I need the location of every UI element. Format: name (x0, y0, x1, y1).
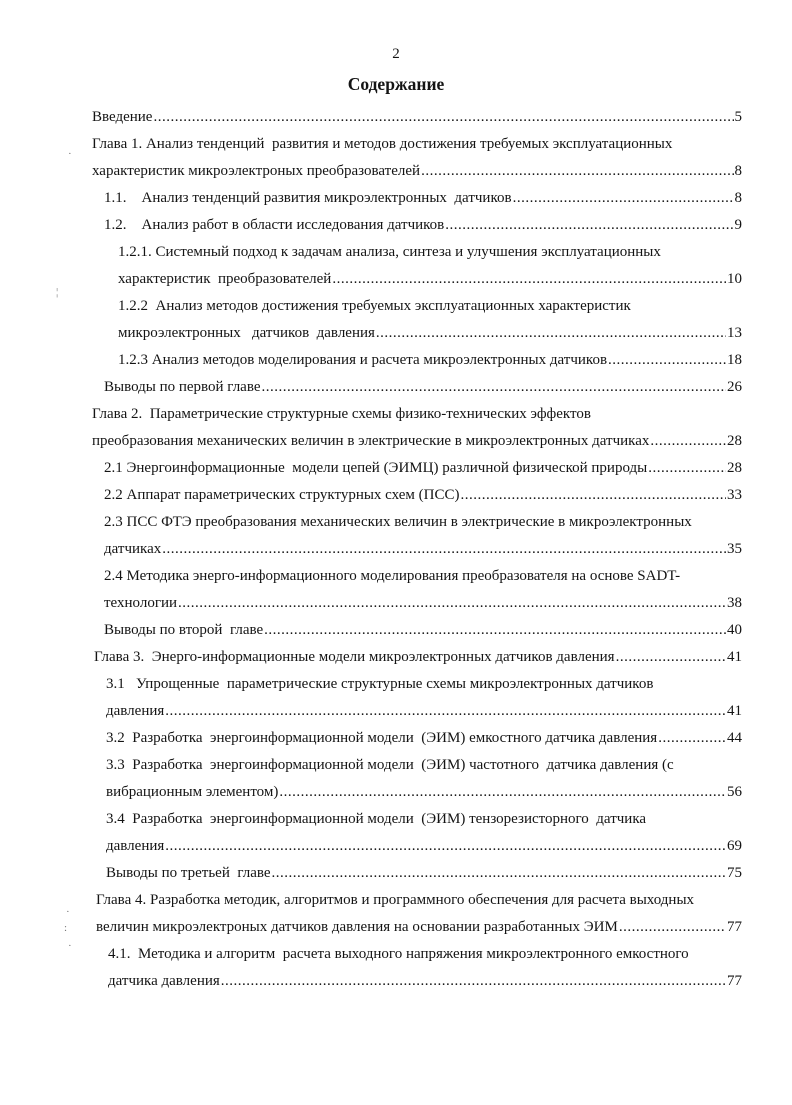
toc-entry-title: Глава 4. Разработка методик, алгоритмов и программного обеспечения для расчета выходных (96, 892, 695, 908)
toc-entry[interactable] (104, 482, 742, 508)
toc-page-number: 44 (727, 730, 742, 746)
dot-leader (153, 104, 733, 130)
toc-entry[interactable] (106, 698, 742, 724)
toc-entry-title: 2.1 Энергоинформационные модели цепей (ЭИМЦ) различной физической природы (104, 460, 648, 476)
toc-entry[interactable] (96, 887, 742, 913)
toc-entry-title: Введение (92, 109, 153, 125)
dot-leader (178, 590, 726, 616)
toc-page-number: 41 (727, 703, 742, 719)
dot-leader (608, 347, 726, 373)
toc-page-number: 69 (727, 838, 742, 854)
toc-entry-title: 4.1. Методика и алгоритм расчета выходного напряжения микроэлектронного емкостного (108, 946, 689, 962)
toc-page-number: 28 (727, 460, 742, 476)
dot-leader (376, 320, 726, 346)
toc-entry-title: 3.1 Упрощенные параметрические структурные схемы микроэлектронных датчиков (106, 676, 654, 692)
dot-leader (264, 617, 726, 643)
toc-entry-title: преобразования механических величин в электрические в микроэлектронных датчиках (92, 433, 650, 449)
toc-page-number: 28 (727, 433, 742, 449)
toc-entry-title: 1.2.3 Анализ методов моделирования и расчета микроэлектронных датчиков (118, 352, 608, 368)
toc-entry-title: Выводы по первой главе (104, 379, 261, 395)
dot-leader (650, 428, 726, 454)
toc-page-number: 38 (727, 595, 742, 611)
toc-entry-title: 1.1. Анализ тенденций развития микроэлектронных датчиков (104, 190, 512, 206)
toc-entry[interactable] (106, 806, 742, 832)
toc-entry-title: Глава 2. Параметрические структурные схемы физико-технических эффектов (92, 406, 591, 422)
toc-page-number: 26 (727, 379, 742, 395)
toc-page-number: 33 (727, 487, 742, 503)
dot-leader (461, 482, 727, 508)
scan-mark: · (66, 906, 70, 918)
toc-page-number: 18 (727, 352, 742, 368)
toc-entry[interactable] (118, 266, 742, 292)
dot-leader (221, 968, 726, 994)
toc-entry-title: 3.4 Разработка энергоинформационной модели (ЭИМ) тензорезисторного датчика (106, 811, 647, 827)
toc-page-number: 41 (727, 649, 742, 665)
toc-page-number: 5 (734, 109, 742, 125)
page-title: Содержание (347, 74, 445, 94)
toc-entry-title: 2.2 Аппарат параметрических структурных схем (ПСС) (104, 487, 460, 503)
toc-entry-title: технологии (104, 595, 178, 611)
toc-entry[interactable] (118, 293, 742, 319)
toc-entry[interactable] (108, 941, 742, 967)
toc-entry-title: величин микроэлектроных датчиков давления на основании разработанных ЭИМ (96, 919, 618, 935)
toc-entry[interactable] (106, 752, 742, 778)
scan-mark: · (68, 148, 72, 160)
toc-entry-title: 2.3 ПСС ФТЭ преобразования механических величин в электрические в микроэлектронных (104, 514, 692, 530)
toc-entry-title: Глава 3. Энерго-информационные модели микроэлектронных датчиков давления (94, 649, 615, 665)
toc-entry[interactable] (104, 374, 742, 400)
toc-entry-title: 1.2.1. Системный подход к задачам анализа, синтеза и улучшения эксплуатационных (118, 244, 661, 260)
dot-leader (162, 536, 726, 562)
toc-entry-title: Выводы по третьей главе (106, 865, 271, 881)
toc-entry[interactable] (108, 968, 742, 994)
toc-entry-title: 1.2.2 Анализ методов достижения требуемых эксплуатационных характеристик (118, 298, 631, 314)
page-number: 2 (392, 46, 400, 62)
toc-entry[interactable] (104, 536, 742, 562)
toc-page-number: 56 (727, 784, 742, 800)
toc-entry[interactable] (92, 428, 742, 454)
toc-entry-title: вибрационным элементом) (106, 784, 279, 800)
toc-entry[interactable] (104, 185, 742, 211)
toc-entry[interactable] (96, 914, 742, 940)
dot-leader (279, 779, 726, 805)
toc-entry-title: давления (106, 838, 165, 854)
toc-page-number: 10 (727, 271, 742, 287)
toc-entry-title: датчика давления (108, 973, 220, 989)
toc-page-number: 9 (734, 217, 742, 233)
toc-entry-title: датчиках (104, 541, 162, 557)
dot-leader (513, 185, 734, 211)
toc-entry[interactable] (104, 590, 742, 616)
toc-entry-title: Выводы по второй главе (104, 622, 264, 638)
toc-entry[interactable] (118, 239, 742, 265)
toc-page-number: 77 (727, 973, 742, 989)
dot-leader (421, 158, 733, 184)
scan-mark: · (68, 940, 72, 952)
dot-leader (616, 644, 726, 670)
toc-entry[interactable] (106, 860, 742, 886)
toc-entry-title: Глава 1. Анализ тенденций развития и методов достижения требуемых эксплуатационных (92, 136, 673, 152)
toc-entry-title: давления (106, 703, 165, 719)
scan-mark: ¦ (56, 286, 59, 298)
dot-leader (658, 725, 726, 751)
toc-page-number: 75 (727, 865, 742, 881)
toc-entry[interactable] (104, 617, 742, 643)
toc-entry[interactable] (94, 644, 742, 670)
toc-page-number: 13 (727, 325, 742, 341)
toc-entry[interactable] (118, 320, 742, 346)
toc-entry[interactable] (106, 725, 742, 751)
toc-entry[interactable] (106, 671, 742, 697)
toc-entry[interactable] (118, 347, 742, 373)
toc-entry-title: 3.2 Разработка энергоинформационной модели (ЭИМ) емкостного датчика давления (106, 730, 658, 746)
toc-entry-title: 1.2. Анализ работ в области исследования датчиков (104, 217, 445, 233)
dot-leader (262, 374, 727, 400)
toc-entry-title: характеристик микроэлектроных преобразователей (92, 163, 421, 179)
dot-leader (165, 698, 726, 724)
toc-entry[interactable] (92, 104, 742, 130)
dot-leader (648, 455, 726, 481)
toc-entry-title: 2.4 Методика энерго-информационного моделирования преобразователя на основе SADT- (104, 568, 681, 584)
toc-page-number: 40 (727, 622, 742, 638)
toc-entry[interactable] (106, 779, 742, 805)
toc-entry-title: микроэлектронных датчиков давления (118, 325, 375, 341)
toc-entry[interactable] (104, 212, 742, 238)
dot-leader (332, 266, 726, 292)
dot-leader (445, 212, 733, 238)
dot-leader (165, 833, 726, 859)
toc-entry-title: 3.3 Разработка энергоинформационной модели (ЭИМ) частотного датчика давления (с (106, 757, 674, 773)
scan-mark: : (64, 922, 68, 934)
toc-entry[interactable] (92, 158, 742, 184)
toc-entry[interactable] (104, 455, 742, 481)
dot-leader (272, 860, 726, 886)
toc-entry[interactable] (104, 563, 742, 589)
toc-entry[interactable] (106, 833, 742, 859)
toc-page-number: 8 (734, 190, 742, 206)
toc-page-number: 8 (734, 163, 742, 179)
toc-entry-title: характеристик преобразователей (118, 271, 332, 287)
toc-page-number: 77 (727, 919, 742, 935)
toc-entry[interactable] (92, 401, 742, 427)
toc-page-number: 35 (727, 541, 742, 557)
toc-entry[interactable] (104, 509, 742, 535)
toc-entry[interactable] (92, 131, 742, 157)
dot-leader (619, 914, 726, 940)
